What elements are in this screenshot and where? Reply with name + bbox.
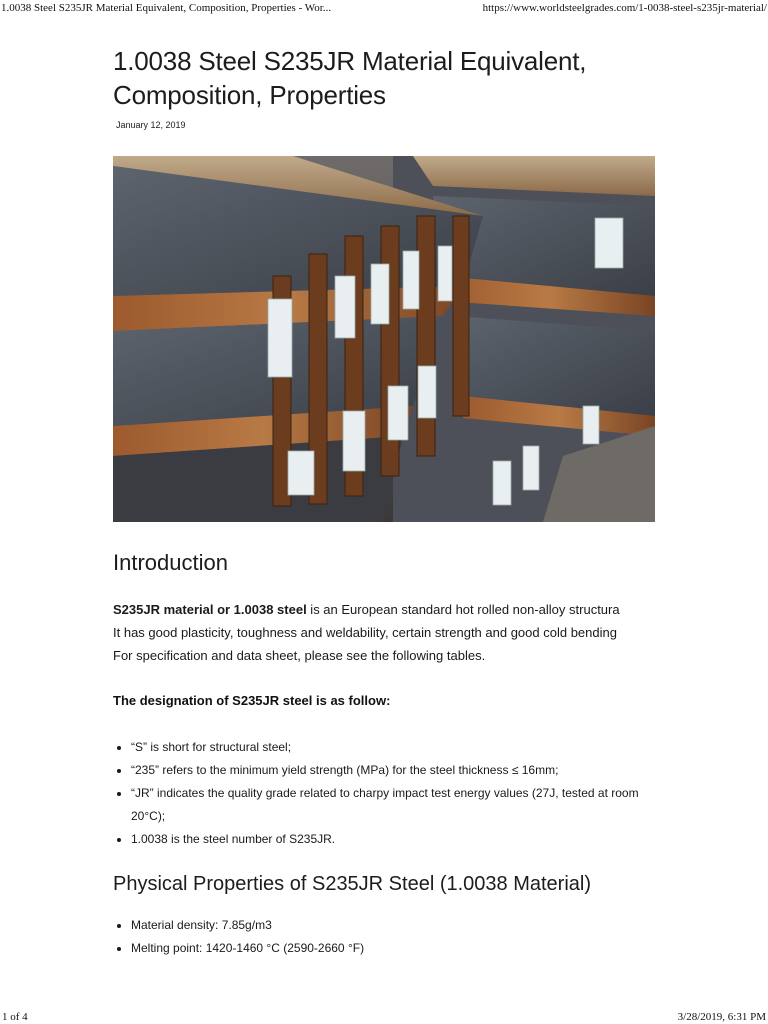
list-item: • “JR” indicates the quality grade related to charpy impact test energy values (27J, tested at room 20°C); (131, 782, 658, 828)
intro-bold-lead: S235JR material or 1.0038 steel (113, 602, 307, 617)
print-datetime: 3/28/2019, 6:31 PM (677, 1011, 766, 1023)
page-title-line2: Composition, Properties (113, 80, 386, 110)
print-header (0, 0, 768, 20)
steel-beams-illustration (113, 156, 655, 522)
designation-heading: The designation of S235JR steel is as follow: (113, 693, 391, 708)
list-item: • “S” is short for structural steel; (131, 736, 658, 759)
list-item: • 1.0038 is the steel number of S235JR. (131, 828, 658, 851)
section-heading-introduction: Introduction (113, 550, 228, 575)
list-item: • “235” refers to the minimum yield strength (MPa) for the steel thickness ≤ 16mm; (131, 759, 658, 782)
print-header-title: 1.0038 Steel S235JR Material Equivalent, Composition, Properties - Wor... (1, 2, 332, 14)
print-header-url[interactable]: https://www.worldsteelgrades.com/1-0038-steel-s235jr-material/ (482, 2, 767, 14)
page-number: 1 of 4 (2, 1011, 28, 1023)
designation-list (113, 736, 658, 851)
publish-date: January 12, 2019 (116, 120, 186, 130)
intro-line1-rest: is an European standard hot rolled non-alloy structura (306, 602, 620, 617)
intro-line-3: For specification and data sheet, please see the following tables. (113, 648, 486, 663)
list-item: • Material density: 7.85g/m3 (131, 914, 658, 937)
intro-line-2: It has good plasticity, toughness and weldability, certain strength and good cold bending (113, 625, 617, 640)
print-footer (0, 1008, 768, 1024)
page-title-line1: 1.0038 Steel S235JR Material Equivalent, (113, 46, 587, 76)
article-header (113, 44, 658, 130)
list-item: • Melting point: 1420-1460 °C (2590-2660 °F) (131, 937, 658, 960)
intro-line-1 (113, 598, 658, 621)
physical-properties-list (113, 914, 658, 960)
hero-image-steel-beams (113, 156, 655, 522)
section-heading-physical-properties: Physical Properties of S235JR Steel (1.0038 Material) (113, 873, 592, 895)
intro-paragraph (113, 598, 658, 667)
page-title (113, 44, 658, 112)
